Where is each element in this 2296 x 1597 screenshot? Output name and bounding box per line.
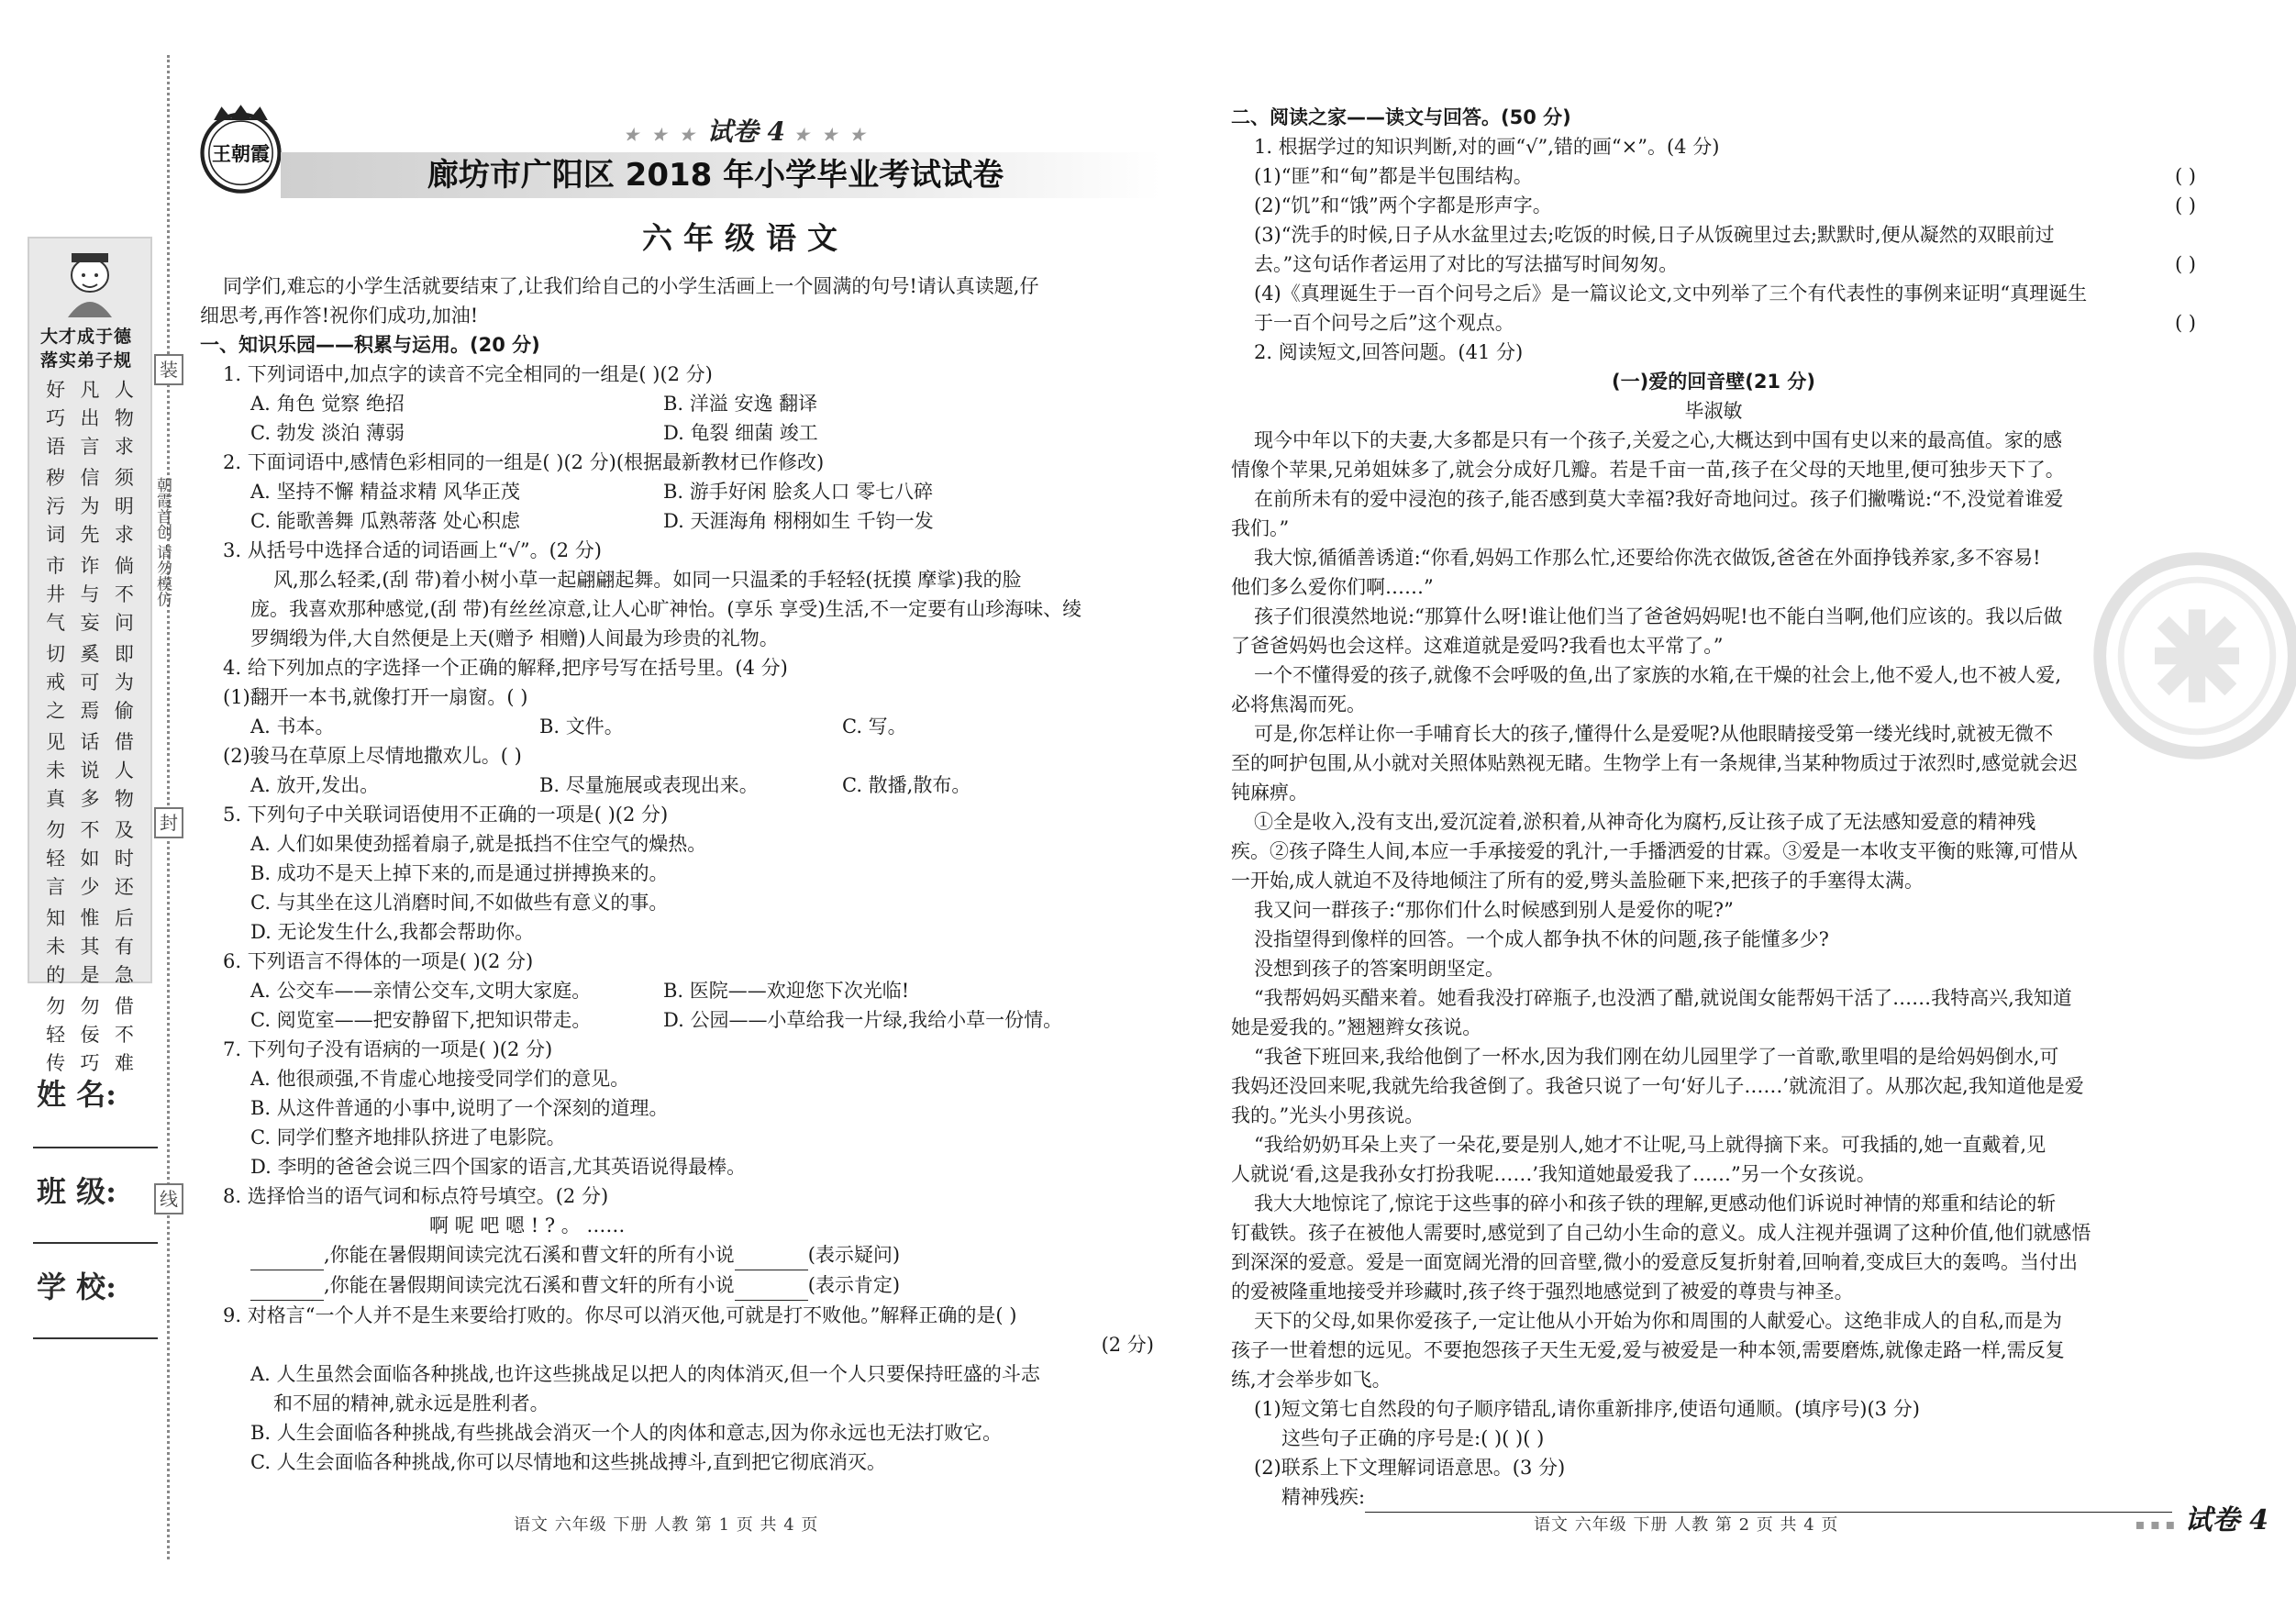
seal-char-feng: 封 [154, 807, 183, 838]
blank-input[interactable] [735, 1270, 808, 1301]
question-2: 2. 下面词语中,感情色彩相同的一组是( )(2 分)(根据最新教材已作修改) [223, 451, 825, 473]
passage-line: 我大大地惊诧了,惊诧于这些事的碎小和孩子铁的理解,更感动他们诉说时神情的郑重和结论的斩 [1254, 1192, 2057, 1214]
option[interactable]: B. 文件。 [539, 715, 624, 738]
seal-char-xian: 线 [154, 1183, 183, 1214]
motto-row [29, 904, 150, 993]
question-7: 7. 下列句子没有语病的一项是( )(2 分) [223, 1038, 553, 1060]
passage-line: 孩子们很漠然地说:“那算什么呀!谁让他们当了爸爸妈妈呢!也不能白当啊,他们应该的。我以后做 [1254, 605, 2063, 627]
judge-text: (2)“饥”和“饿”两个字都是形声字。 [1254, 194, 1552, 216]
motto-char: 是 [80, 964, 100, 986]
motto-column [42, 464, 70, 552]
subject-title: 六年级语文 [642, 220, 849, 256]
school-field[interactable] [33, 1337, 158, 1339]
sub-question-1: (1)短文第七自然段的句子顺序错乱,请你重新排序,使语句通顺。(填序号)(3 分) [1254, 1398, 1920, 1420]
motto-char: 好 [46, 379, 66, 401]
option[interactable]: D. 天涯海角 栩栩如生 千钧一发 [663, 510, 934, 532]
motto-column [42, 728, 70, 816]
intro-line: 细思考,再作答!祝你们成功,加油! [200, 305, 479, 327]
option[interactable]: B. 尽量施展或表现出来。 [539, 774, 759, 796]
passage-line: 疾。②孩子降生人间,本应一手承接爱的乳汁,一手播洒爱的甘霖。③爱是一本收支平衡的账簿,可惜从 [1231, 840, 2079, 862]
option-row [200, 1005, 1154, 1035]
option[interactable]: D. 龟裂 细菌 竣工 [663, 422, 818, 444]
motto-column [42, 640, 70, 728]
motto-char: 不 [114, 1024, 134, 1046]
option[interactable]: A. 他很顽强,不肯虚心地接受同学们的意见。 [250, 1068, 630, 1090]
question-3: 3. 从括号中选择合适的词语画上“√”。(2 分) [223, 539, 602, 561]
motto-char: 物 [114, 788, 134, 810]
score-note: (2 分) [1101, 1334, 1154, 1356]
option[interactable]: C. 与其坐在这儿消磨时间,不如做些有意义的事。 [250, 892, 669, 914]
answer-paren[interactable]: ( ) [2174, 253, 2196, 275]
motto-char: 言 [46, 876, 66, 898]
judge-item [1231, 191, 2196, 220]
motto-char: 其 [80, 936, 100, 958]
motto-char: 巧 [46, 407, 66, 429]
motto-char: 即 [114, 643, 134, 665]
motto-column [76, 464, 104, 552]
motto-char: 多 [80, 788, 100, 810]
publisher-logo-icon [193, 101, 289, 197]
motto-char: 勿 [80, 995, 100, 1017]
motto-char: 有 [114, 936, 134, 958]
motto-char: 借 [114, 995, 134, 1017]
passage-line: 人就说‘看,这是我孙女打扮我呢……’我知道她最爱我了……”另一个女孩说。 [1231, 1163, 1876, 1185]
motto-char: 明 [114, 495, 134, 517]
motto-char: 奚 [80, 643, 100, 665]
motto-top: 大才成于德 [40, 327, 133, 347]
motto-char: 与 [80, 583, 100, 605]
option[interactable]: B. 从这件普通的小事中,说明了一个深刻的道理。 [250, 1097, 669, 1119]
motto-char: 不 [80, 819, 100, 841]
option[interactable]: B. 医院——欢迎您下次光临! [663, 980, 910, 1002]
question-text: 庞。我喜欢那种感觉,(刮 带)有丝丝凉意,让人心旷神怡。(享乐 享受)生活,不一定要有山珍海味、绫 [250, 598, 1082, 620]
passage-line: “我爸下班回来,我给他倒了一杯水,因为我们刚在幼儿园里学了一首歌,歌里唱的是给妈妈倒水,可 [1254, 1046, 2059, 1068]
option[interactable]: A. 人们如果使劲摇着扇子,就是抵挡不住空气的燥热。 [250, 833, 707, 855]
motto-char: 人 [114, 760, 134, 782]
fill-hint: (表示肯定) [807, 1274, 901, 1296]
motto-row [29, 816, 150, 904]
motto-char: 先 [80, 524, 100, 546]
passage-line: 我又问一群孩子:“那你们什么时候感到别人是爱你的呢?” [1254, 899, 1734, 921]
motto-column [42, 552, 70, 640]
option[interactable]: C. 散播,散布。 [842, 774, 971, 796]
motto-char: 勿 [46, 995, 66, 1017]
option-row [200, 477, 1154, 506]
passage-line: 在前所未有的爱中浸泡的孩子,能否感到莫大幸福?我好奇地问过。孩子们撇嘴说:“不,没觉着谁爱 [1254, 488, 2064, 510]
paper-tag [624, 112, 869, 149]
motto-char: 偷 [114, 700, 134, 722]
motto-char: 物 [114, 407, 134, 429]
motto-char: 还 [114, 876, 134, 898]
motto-char: 轻 [46, 848, 66, 870]
motto-char: 借 [114, 731, 134, 753]
answer-paren[interactable]: ( ) [2174, 194, 2196, 216]
option-row [200, 418, 1154, 448]
fill-text: ,你能在暑假期间读完沈石溪和曹文轩的所有小说 [324, 1244, 735, 1266]
motto-column [110, 904, 138, 993]
class-label: 班 级: [37, 1174, 116, 1209]
motto-row [29, 728, 150, 816]
motto-char: 焉 [80, 700, 100, 722]
passage-line: 现今中年以下的夫妻,大多都是只有一个孩子,关爱之心,大概达到中国有史以来的最高值。家的感 [1254, 429, 2063, 451]
sub-answer[interactable]: 这些句子正确的序号是:( )( )( ) [1281, 1427, 1545, 1449]
blank-input[interactable] [250, 1240, 324, 1270]
motto-char: 戒 [46, 671, 66, 693]
passage-line: 钉截铁。孩子在被他人需要时,感觉到了自己幼小生命的意义。成人注视并强调了这种价值,他们就感悟 [1231, 1222, 2091, 1244]
sub-answer-line [1231, 1482, 2196, 1513]
motto-char: 知 [46, 907, 66, 929]
judge-item [1231, 308, 2196, 338]
option[interactable]: B. 洋溢 安逸 翻译 [663, 393, 818, 415]
option[interactable]: B. 游手好闲 脍炙人口 零七八碎 [663, 481, 934, 503]
class-field[interactable] [33, 1242, 158, 1244]
motto-char: 出 [80, 407, 100, 429]
passage-line: 我们。” [1231, 517, 1290, 539]
question-text: 风,那么轻柔,(刮 带)着小树小草一起翩翩起舞。如同一只温柔的手轻轻(抚摸 摩挲)我的脸 [273, 569, 1022, 591]
passage-line: 他们多么爱你们啊……” [1231, 576, 1434, 598]
motto-column [42, 993, 70, 1081]
motto-column [76, 552, 104, 640]
passage-line: 没指望得到像样的回答。一个成人都争执不休的问题,孩子能懂多少? [1254, 928, 1829, 950]
judge-item [1231, 161, 2196, 191]
motto-char: 惟 [80, 907, 100, 929]
question-text: 罗绸缎为伴,大自然便是上天(赠予 相赠)人间最为珍贵的礼物。 [250, 627, 779, 649]
option[interactable]: D. 李明的爸爸会说三四个国家的语言,尤其英语说得最棒。 [250, 1156, 747, 1178]
motto-row [29, 552, 150, 640]
motto-char: 的 [46, 964, 66, 986]
judge-item [1231, 250, 2196, 279]
option[interactable]: C. 写。 [842, 715, 907, 738]
star-icon: ★ ★ ★ [624, 126, 698, 145]
motto-char: 及 [114, 819, 134, 841]
option-row [200, 712, 1154, 741]
answer-paren[interactable]: ( ) [2174, 165, 2196, 187]
option-row [200, 976, 1154, 1005]
paper-mark [2135, 1497, 2268, 1537]
passage-title: (一)爱的回音壁(21 分) [1612, 371, 1815, 393]
question-8: 8. 选择恰当的语气词和标点符号填空。(2 分) [223, 1185, 609, 1207]
judge-text: (3)“洗手的时候,日子从水盆里过去;吃饭的时候,日子从饭碗里过去;默默时,便从凝然的双眼前过 [1254, 224, 2055, 246]
judge-text: 去。”这句话作者运用了对比的写法描写时间匆匆。 [1254, 253, 1679, 275]
motto-char: 之 [46, 700, 66, 722]
passage-line: 没想到孩子的答案明朗坚定。 [1254, 958, 1504, 980]
passage-line: 练,才会举步如飞。 [1231, 1369, 1392, 1391]
passage-line: 一个不懂得爱的孩子,就像不会呼吸的鱼,出了家族的水箱,在干燥的社会上,他不爱人,也不被人爱, [1254, 664, 2062, 686]
question-5: 5. 下列句子中关联词语使用不正确的一项是( )(2 分) [223, 804, 669, 826]
motto-char: 凡 [80, 379, 100, 401]
motto-char: 人 [114, 379, 134, 401]
motto-char: 倘 [114, 555, 134, 577]
motto-row [29, 376, 150, 464]
motto-column [76, 816, 104, 904]
question-4: 4. 给下列加点的字选择一个正确的解释,把序号写在括号里。(4 分) [223, 657, 788, 679]
motto-char: 为 [80, 495, 100, 517]
option[interactable]: A. 坚持不懈 精益求精 风华正茂 [250, 481, 520, 503]
word-bank: 啊 呢 吧 嗯 ! ? 。 …… [429, 1214, 626, 1237]
motto-column [42, 904, 70, 993]
answer-paren[interactable]: ( ) [2174, 312, 2196, 334]
motto-char: 妄 [80, 612, 100, 634]
motto-char: 后 [114, 907, 134, 929]
motto-char: 话 [80, 731, 100, 753]
motto-char: 难 [114, 1052, 134, 1074]
motto-char: 时 [114, 848, 134, 870]
motto-char: 信 [80, 467, 100, 489]
passage-line: 一开始,成人就迫不及待地倾注了所有的爱,劈头盖脸砸下来,把孩子的手塞得太满。 [1231, 870, 1924, 892]
motto-char: 急 [114, 964, 134, 986]
passage-line: 天下的父母,如果你爱孩子,一定让他从小开始为你和周围的人献爱心。这绝非成人的自私,而是为 [1254, 1310, 2063, 1332]
scholar-figure-icon [55, 246, 125, 319]
fill-hint: (表示疑问) [807, 1244, 901, 1266]
motto-char: 轻 [46, 1024, 66, 1046]
motto-char: 真 [46, 788, 66, 810]
motto-char: 污 [46, 495, 66, 517]
motto-char: 传 [46, 1052, 66, 1074]
fill-line [200, 1240, 1154, 1270]
motto-column [110, 640, 138, 728]
motto-char: 如 [80, 848, 100, 870]
motto-char: 未 [46, 936, 66, 958]
dots-icon: ▪ ▪ ▪ [2135, 1515, 2176, 1533]
motto-char: 不 [114, 583, 134, 605]
judge-text: 于一百个问号之后”这个观点。 [1254, 312, 1514, 334]
motto-column [76, 640, 104, 728]
motto-column [110, 464, 138, 552]
term-label: 精神残疾: [1281, 1486, 1366, 1508]
option[interactable]: D. 公园——小草给我一片绿,我给小草一份情。 [663, 1009, 1063, 1031]
school-label: 学 校: [37, 1270, 116, 1304]
option-row [200, 771, 1154, 800]
motto-column [110, 376, 138, 464]
passage-line: ①全是收入,没有支出,爱沉淀着,淤积着,从神奇化为腐朽,反让孩子成了无法感知爱意的精神残 [1254, 811, 2036, 833]
motto-char: 求 [114, 524, 134, 546]
motto-char: 切 [46, 643, 66, 665]
motto-row [29, 993, 150, 1081]
option[interactable]: B. 人生会面临各种挑战,有些挑战会消灭一个人的肉体和意志,因为你永远也无法打败它。 [250, 1422, 1003, 1444]
name-label: 姓 名: [37, 1077, 116, 1112]
option[interactable]: C. 阅览室——把安静留下,把知识带走。 [250, 1009, 592, 1031]
reading-question-1: 1. 根据学过的知识判断,对的画“√”,错的画“×”。(4 分) [1254, 136, 1720, 158]
motto-char: 词 [46, 524, 66, 546]
sub-question: (2)骏马在草原上尽情地撒欢儿。( ) [223, 745, 522, 767]
motto-row [29, 464, 150, 552]
seal-char-zhuang: 装 [154, 354, 183, 385]
motto-char: 诈 [80, 555, 100, 577]
svg-text:王朝霞: 王朝霞 [212, 142, 270, 166]
section-heading: 二、阅读之家——读文与回答。(50 分) [1231, 106, 1571, 128]
question-9: 9. 对格言“一个人并不是生来要给打败的。你尽可以消灭他,可就是打不败他。”解释正确的是( ) [223, 1304, 1017, 1326]
motto-column [76, 904, 104, 993]
motto-column [42, 376, 70, 464]
passage-line: 了爸爸妈妈也会这样。这难道就是爱吗?我看也太平常了。” [1231, 635, 1724, 657]
page-footer-1: 语文 六年级 下册 人教 第 1 页 共 4 页 [514, 1515, 819, 1535]
passage-author: 毕淑敏 [1684, 400, 1743, 422]
passage-line: 我妈还没回来呢,我就先给我爸倒了。我爸只说了一句‘好儿子……’就流泪了。从那次起,我知道他是爱 [1231, 1075, 2084, 1097]
intro-line: 同学们,难忘的小学生活就要结束了,让我们给自己的小学生活画上一个圆满的句号!请认真读题,仔 [223, 275, 1039, 297]
option[interactable]: A. 人生虽然会面临各种挑战,也许这些挑战足以把人的肉体消灭,但一个人只要保持旺盛的斗志 [250, 1363, 1040, 1385]
motto-char: 问 [114, 612, 134, 634]
motto-char: 秽 [46, 467, 66, 489]
motto-column [76, 728, 104, 816]
motto-char: 勿 [46, 819, 66, 841]
paper-tag-label: 试卷 4 [706, 116, 785, 147]
motto-column [110, 552, 138, 640]
question-6: 6. 下列语言不得体的一项是( )(2 分) [223, 950, 534, 972]
motto-column [42, 816, 70, 904]
motto-row [29, 640, 150, 728]
motto-bottom: 落实弟子规 [40, 350, 133, 371]
motto-column [110, 816, 138, 904]
motto-char: 语 [46, 436, 66, 458]
motto-grid [29, 376, 150, 1081]
motto-char: 须 [114, 467, 134, 489]
fill-text: ,你能在暑假期间读完沈石溪和曹文轩的所有小说 [324, 1274, 735, 1296]
option[interactable]: D. 无论发生什么,我都会帮助你。 [250, 921, 535, 943]
motto-char: 见 [46, 731, 66, 753]
motto-char: 市 [46, 555, 66, 577]
sub-question-2: (2)联系上下文理解词语意思。(3 分) [1254, 1457, 1566, 1479]
passage-line: “我给奶奶耳朵上夹了一朵花,要是别人,她才不让呢,马上就得摘下来。可我插的,她一直戴着,见 [1254, 1134, 2046, 1156]
passage-line: 情像个苹果,兄弟姐妹多了,就会分成好几瓣。若是千亩一苗,孩子在父母的天地里,便可独步天下了。 [1231, 459, 2065, 481]
option[interactable]: B. 成功不是天上掉下来的,而是通过拼搏换来的。 [250, 862, 669, 884]
motto-panel [28, 237, 152, 1074]
blank-input[interactable] [250, 1270, 324, 1301]
motto-column [76, 993, 104, 1081]
motto-char: 说 [80, 760, 100, 782]
passage-line: 钝麻痹。 [1231, 782, 1308, 804]
motto-char: 巧 [80, 1052, 100, 1074]
motto-column [76, 376, 104, 464]
vertical-note: 朝霞首创 请勿模仿 [153, 477, 172, 607]
option[interactable]: C. 人生会面临各种挑战,你可以尽情地和这些挑战搏斗,直到把它彻底消灭。 [250, 1451, 887, 1473]
motto-char: 气 [46, 612, 66, 634]
passage-line: 必将焦渴而死。 [1231, 693, 1366, 715]
judge-text: (4)《真理诞生于一百个问号之后》是一篇议论文,文中列举了三个有代表性的事例来证明“真理诞生 [1254, 283, 2088, 305]
sub-question: (1)翻开一本书,就像打开一扇窗。( ) [223, 686, 528, 708]
motto-char: 佞 [80, 1024, 100, 1046]
left-column [200, 272, 1154, 1477]
option[interactable]: A. 公交车——亲情公交车,文明大家庭。 [250, 980, 592, 1002]
passage-line: 至的呵护包围,从小就对关照体贴熟视无睹。生物学上有一条规律,当某种物质过于浓烈时,感觉就会迟 [1231, 752, 2079, 774]
motto-char: 可 [80, 671, 100, 693]
judge-text: (1)“匪”和“甸”都是半包围结构。 [1254, 165, 1533, 187]
passage-body [1231, 426, 2196, 1394]
page-title: 廊坊市广阳区 2018 年小学毕业考试试卷 [427, 157, 1004, 194]
section-heading: 一、知识乐园——积累与运用。(20 分) [200, 334, 540, 356]
option[interactable]: C. 同学们整齐地排队挤进了电影院。 [250, 1126, 566, 1148]
option-cont: 和不屈的精神,就永远是胜利者。 [273, 1392, 549, 1414]
motto-char: 未 [46, 760, 66, 782]
page-footer-2: 语文 六年级 下册 人教 第 2 页 共 4 页 [1534, 1515, 1839, 1535]
paper-mark-label: 试卷 4 [2184, 1504, 2268, 1536]
option[interactable]: A. 角色 觉察 绝招 [250, 393, 405, 415]
motto-char: 言 [80, 436, 100, 458]
passage-line: 孩子一世着想的远见。不要抱怨孩子天生无爱,爱与被爱是一种本领,需要磨炼,就像走路一样,需反复 [1231, 1339, 2065, 1361]
blank-input[interactable] [735, 1240, 808, 1270]
motto-column [110, 993, 138, 1081]
motto-char: 求 [114, 436, 134, 458]
option[interactable]: A. 书本。 [250, 715, 335, 738]
passage-line: 她是爱我的。”翘翘辫女孩说。 [1231, 1016, 1482, 1038]
name-field[interactable] [33, 1147, 158, 1148]
option[interactable]: C. 能歌善舞 瓜熟蒂落 处心积虑 [250, 510, 521, 532]
question-1: 1. 下列词语中,加点字的读音不完全相同的一组是( )(2 分) [223, 363, 713, 385]
star-icon: ★ ★ ★ [793, 126, 869, 145]
motto-char: 井 [46, 583, 66, 605]
right-column [1231, 103, 2196, 1513]
motto-column [110, 728, 138, 816]
passage-line: 我的。”光头小男孩说。 [1231, 1104, 1425, 1126]
passage-line: “我帮妈妈买醋来着。她看我没打碎瓶子,也没洒了醋,就说闺女能帮妈干活了……我特高兴,我知道 [1254, 987, 2072, 1009]
passage-line: 我大惊,循循善诱道:“你看,妈妈工作那么忙,还要给你洗衣做饭,爸爸在外面挣钱养家,多不容易! [1254, 547, 2041, 569]
option-row [200, 389, 1154, 418]
passage-line: 的爱被隆重地接受并珍藏时,孩子终于强烈地感觉到了被爱的尊贵与神圣。 [1231, 1281, 1854, 1303]
motto-char: 少 [80, 876, 100, 898]
motto-char: 为 [114, 671, 134, 693]
option[interactable]: C. 勃发 淡泊 薄弱 [250, 422, 405, 444]
reading-question-2: 2. 阅读短文,回答问题。(41 分) [1254, 341, 1524, 363]
option[interactable]: A. 放开,发出。 [250, 774, 380, 796]
answer-input[interactable] [1365, 1482, 2172, 1513]
fill-line [200, 1270, 1154, 1301]
option-row [200, 506, 1154, 536]
passage-line: 到深深的爱意。爱是一面宽阔光滑的回音壁,微小的爱意反复折射着,回响着,变成巨大的轰鸣。当付出 [1231, 1251, 2079, 1273]
passage-line: 可是,你怎样让你一手哺育长大的孩子,懂得什么是爱呢?从他眼睛接受第一缕光线时,就被无微不 [1254, 723, 2054, 745]
